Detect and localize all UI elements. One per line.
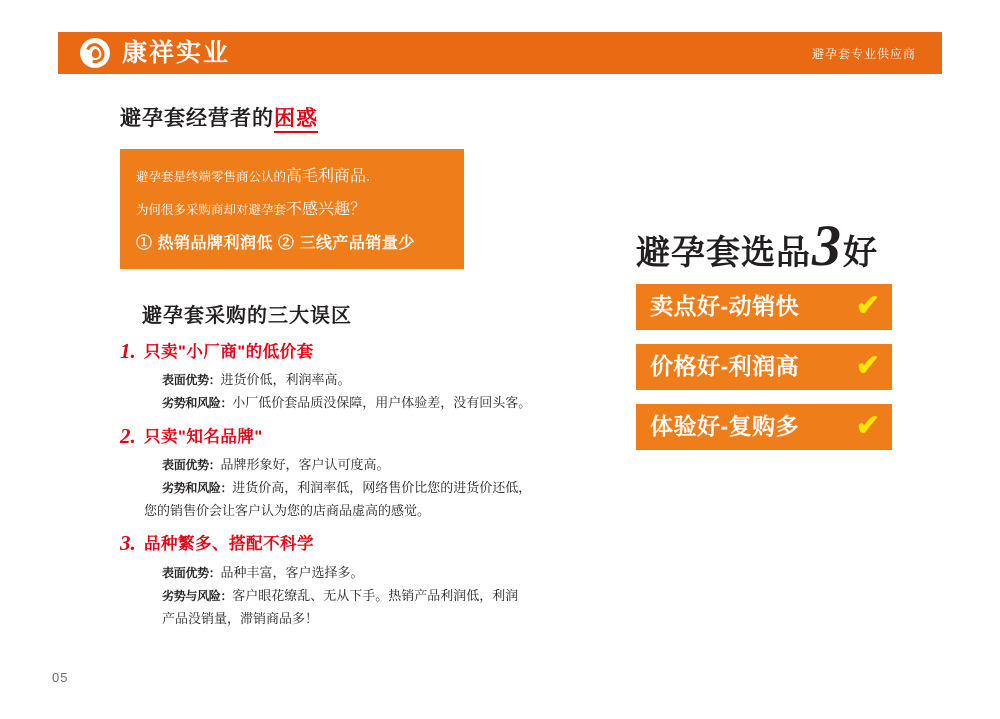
mistake-number: 3. <box>120 531 136 556</box>
problem-callout-box <box>120 149 464 269</box>
mistake-heading: 只卖"知名品牌" <box>144 427 263 446</box>
swirl-logo-icon <box>80 38 110 68</box>
mistake-heading: 品种繁多、搭配不科学 <box>144 535 314 554</box>
right-content-column <box>636 213 936 450</box>
mistake-item <box>120 338 590 414</box>
mistake-heading: 只卖"小厂商"的低价套 <box>144 342 314 361</box>
mistake-detail-label: 表面优势： <box>162 458 221 473</box>
callout-line-3: ① 热销品牌利润低 ② 三线产品销量少 <box>136 234 415 252</box>
mistake-item <box>120 531 590 629</box>
header-bar <box>58 32 942 74</box>
selection-title-number: 3 <box>812 213 842 278</box>
selection-title-part1: 避孕套选品 <box>636 233 811 272</box>
callout-line-2-large: 不感兴趣？ <box>286 201 367 219</box>
mistake-detail-label: 劣势与风险： <box>162 589 233 604</box>
mistake-detail-text: 品牌形象好，客户认可度高。 <box>220 457 390 473</box>
mistake-detail-row <box>162 370 590 390</box>
mistake-detail-label: 表面优势： <box>162 373 221 388</box>
section-title-mistakes-plain: 避孕套采购的 <box>142 304 268 327</box>
mistake-detail-row <box>162 563 590 583</box>
mistake-detail-label: 劣势和风险： <box>162 481 233 496</box>
selection-title-part2: 好 <box>843 233 878 272</box>
benefit-item <box>636 404 892 450</box>
callout-line-2 <box>136 198 448 221</box>
callout-line-1 <box>136 165 448 188</box>
check-icon: ✔ <box>855 290 880 323</box>
section-title-mistakes <box>142 299 590 328</box>
mistake-item <box>120 423 590 522</box>
mistake-detail-row <box>162 455 590 475</box>
section-title-problems <box>120 105 590 132</box>
left-content-column <box>120 105 590 642</box>
mistake-detail-text: 小厂低价套品质没保障，用户体验差，没有回头客。 <box>232 395 532 411</box>
section-title-mistakes-highlight: 三大误区 <box>268 304 352 327</box>
section-title-problems-plain: 避孕套经营者的 <box>120 107 274 130</box>
header-tagline: 避孕套专业供应商 <box>811 46 916 61</box>
section-title-problems-highlight: 困惑 <box>274 107 318 133</box>
mistake-detail-text: 品种丰富，客户选择多。 <box>220 564 364 580</box>
mistake-detail-text: 客户眼花缭乱、无从下手。热销产品利润低，利润 <box>232 588 519 604</box>
mistake-detail-label: 表面优势： <box>162 565 221 580</box>
page-number: 05 <box>52 670 69 685</box>
benefit-label: 体验好-复购多 <box>650 413 800 440</box>
benefit-label: 卖点好-动销快 <box>650 293 800 320</box>
mistake-detail-continuation: 产品没销量，滞销商品多！ <box>162 611 319 627</box>
mistake-detail-row <box>162 478 590 498</box>
benefit-item <box>636 344 892 390</box>
benefit-item <box>636 284 892 330</box>
brand-name: 康祥实业 <box>122 38 231 67</box>
mistake-detail-continuation: 您的销售价会让客户认为您的店商品虚高的感觉。 <box>144 503 431 519</box>
check-icon: ✔ <box>855 410 880 443</box>
selection-title <box>636 213 936 278</box>
callout-line-1-small: 避孕套是终端零售商公认的 <box>136 170 287 185</box>
callout-line-2-small: 为何很多采购商却对避孕套 <box>136 203 287 218</box>
mistake-number: 1. <box>120 338 136 363</box>
mistake-detail-label: 劣势和风险： <box>162 396 233 411</box>
check-icon: ✔ <box>855 350 880 383</box>
benefit-label: 价格好-利润高 <box>650 353 800 380</box>
mistake-detail-text: 进货价高，利润率低，网络售价比您的进货价还低， <box>232 480 532 496</box>
mistake-detail-row <box>162 393 590 413</box>
callout-line-1-large: 高毛利商品. <box>286 168 371 186</box>
mistake-detail-row <box>162 586 590 606</box>
mistake-detail-text: 进货价低，利润率高。 <box>220 372 351 388</box>
mistakes-list <box>120 338 590 629</box>
mistake-number: 2. <box>120 423 136 448</box>
